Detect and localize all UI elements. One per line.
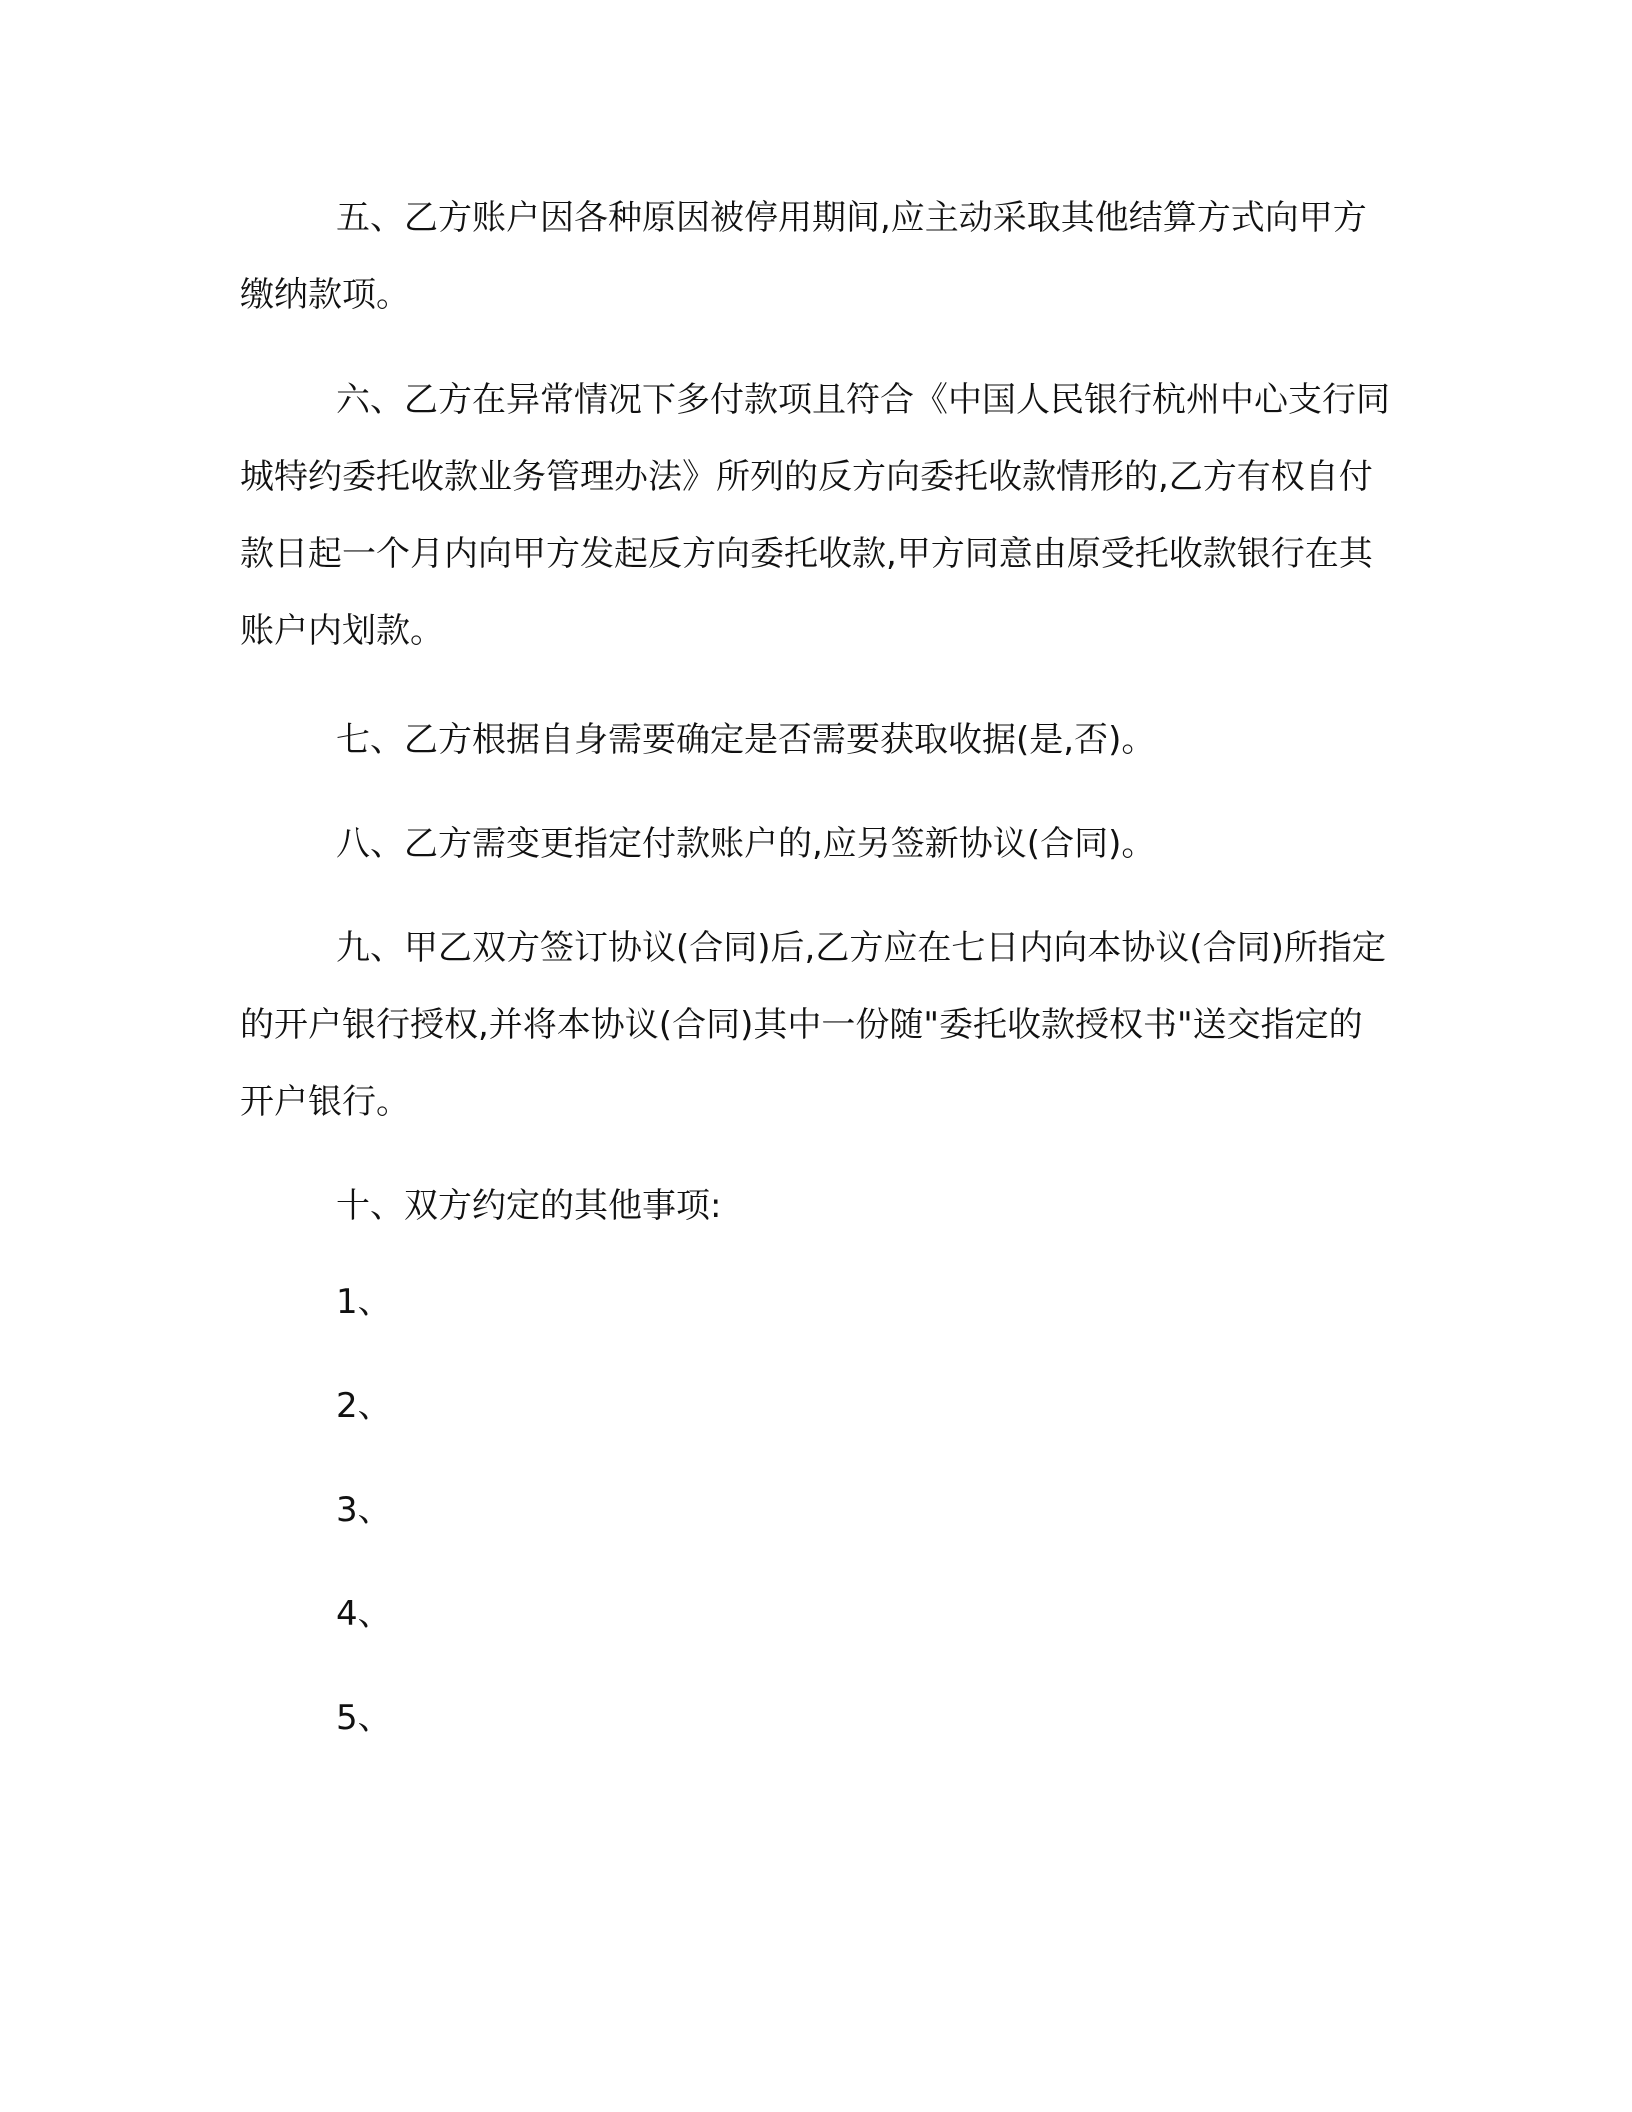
clause-seven: 七、乙方根据自身需要确定是否需要获取收据(是,否)。 — [336, 720, 1156, 760]
list-item-5: 5、 — [336, 1698, 392, 1738]
list-item-4: 4、 — [336, 1594, 392, 1634]
clause-ten: 十、双方约定的其他事项: — [336, 1186, 722, 1226]
list-item-3: 3、 — [336, 1490, 392, 1530]
list-item-2: 2、 — [336, 1386, 392, 1426]
clause-nine: 九、甲乙双方签订协议(合同)后,乙方应在七日内向本协议(合同)所指定的开户银行授权,并将本协议(合同)其中一份随"委托收款授权书"送交指定的开户银行。 — [240, 928, 1386, 1122]
clause-eight: 八、乙方需变更指定付款账户的,应另签新协议(合同)。 — [336, 824, 1156, 864]
list-item-1: 1、 — [336, 1282, 392, 1322]
clause-six: 六、乙方在异常情况下多付款项且符合《中国人民银行杭州中心支行同城特约委托收款业务管理办法》所列的反方向委托收款情形的,乙方有权自付款日起一个月内向甲方发起反方向委托收款,甲方同意由原受托收款银行在其账户内划款。 — [240, 380, 1390, 651]
clause-five: 五、乙方账户因各种原因被停用期间,应主动采取其他结算方式向甲方缴纳款项。 — [240, 198, 1367, 315]
